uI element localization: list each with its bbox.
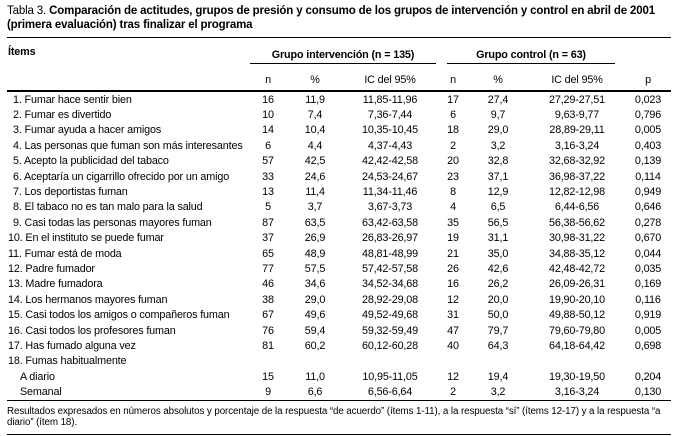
- n-control: 35: [447, 216, 459, 229]
- ic95-control: 19,90-20,10: [549, 293, 605, 306]
- table-row: [7, 246, 671, 261]
- pct-control: 27,4: [487, 93, 509, 106]
- p-value: 0,698: [634, 339, 662, 352]
- table-row: [7, 292, 671, 307]
- table-row: [7, 200, 671, 215]
- pct-control: 6,5: [490, 201, 506, 214]
- table-row: [7, 323, 671, 338]
- ic95-intervencion: 11,85-11,96: [362, 93, 418, 106]
- n-control: 47: [447, 324, 459, 337]
- col-n-intervencion: n: [247, 64, 289, 91]
- ic95-control: 64,18-64,42: [549, 339, 605, 352]
- table-row: [7, 154, 671, 169]
- item-label: 9. Casi todas las personas mayores fuman: [13, 216, 212, 229]
- item-label: 3. Fumar ayuda a hacer amigos: [13, 124, 162, 137]
- n-control: 4: [450, 201, 456, 214]
- table-row: [7, 261, 671, 276]
- pct-intervencion: 24,6: [304, 170, 326, 183]
- item-label: 11. Fumar está de moda: [8, 247, 122, 260]
- ic95-intervencion: [341, 354, 439, 369]
- p-value: 0,005: [634, 124, 662, 137]
- n-control: 17: [447, 93, 459, 106]
- ic95-intervencion: 63,42-63,58: [362, 216, 418, 229]
- ic95-control: 26,09-26,31: [549, 278, 605, 291]
- group-intervencion-header: Grupo intervención (n = 135): [247, 38, 439, 64]
- ic95-intervencion: 24,53-24,67: [362, 170, 418, 183]
- p-value: 0,005: [634, 324, 662, 337]
- ic95-control: 9,63-9,77: [554, 109, 600, 122]
- pct-control: 3,2: [490, 139, 506, 152]
- ic95-control: 19,30-19,50: [549, 370, 605, 383]
- n-intervencion: 33: [262, 170, 274, 183]
- n-intervencion: 9: [247, 384, 289, 400]
- n-intervencion: 15: [262, 370, 274, 383]
- col-n-control: n: [439, 64, 467, 91]
- ic95-intervencion: 59,32-59,49: [362, 324, 418, 337]
- items-column-header: Ítems: [7, 38, 247, 91]
- table-row: [7, 138, 671, 153]
- pct-intervencion: 57,5: [304, 262, 326, 275]
- item-label: 16. Casi todos los profesores fuman: [8, 324, 176, 337]
- ic95-intervencion: 26,83-26,97: [362, 232, 418, 245]
- n-control: 19: [447, 232, 459, 245]
- n-control: 16: [447, 278, 459, 291]
- ic95-intervencion: 48,81-48,99: [362, 247, 418, 260]
- p-value: 0,139: [634, 155, 662, 168]
- ic95-control: 42,48-42,72: [549, 262, 605, 275]
- n-intervencion: 10: [262, 109, 274, 122]
- ic95-control: 3,16-3,24: [554, 139, 600, 152]
- item-label: Semanal: [7, 384, 247, 400]
- p-value: 0,023: [634, 93, 662, 106]
- n-intervencion: 65: [262, 247, 274, 260]
- pct-control: 32,8: [487, 155, 509, 168]
- table-row: [7, 369, 671, 384]
- pct-control: 12,9: [487, 186, 509, 199]
- n-control: 6: [450, 109, 456, 122]
- ic95-control: 30,98-31,22: [549, 232, 605, 245]
- ic95-intervencion: 3,67-3,73: [367, 201, 413, 214]
- n-control: 18: [447, 124, 459, 137]
- item-label: 8. El tabaco no es tan malo para la salud: [13, 201, 203, 214]
- ic95-control: 49,88-50,12: [549, 309, 605, 322]
- ic95-control: 27,29-27,51: [549, 93, 605, 106]
- pct-control: 9,7: [490, 109, 506, 122]
- n-intervencion: 76: [262, 324, 274, 337]
- table-caption: Comparación de actitudes, grupos de presión y consumo de los grupos de intervención y control en abril de 2001 (primera evaluación) tras finalizar el programa: [7, 5, 656, 31]
- n-intervencion: 5: [265, 201, 271, 214]
- pct-intervencion: 4,4: [307, 139, 323, 152]
- pct-intervencion: 60,2: [304, 339, 326, 352]
- ic95-control: 6,44-6,56: [554, 201, 600, 214]
- pct-intervencion: 42,5: [304, 155, 326, 168]
- ic95-intervencion: 34,52-34,68: [362, 278, 418, 291]
- n-intervencion: 14: [262, 124, 274, 137]
- p-value: 0,204: [634, 370, 662, 383]
- n-intervencion: 13: [262, 186, 274, 199]
- item-label: A diario: [20, 370, 55, 383]
- table-row: [7, 338, 671, 353]
- pct-control: 50,0: [487, 309, 509, 322]
- n-control: 31: [447, 309, 459, 322]
- table-row: [7, 91, 671, 107]
- pct-intervencion: 3,7: [307, 201, 323, 214]
- table-row: [7, 107, 671, 122]
- table-row: [7, 184, 671, 199]
- table-body: [7, 91, 671, 400]
- n-intervencion: 6: [265, 139, 271, 152]
- n-intervencion: 77: [262, 262, 274, 275]
- n-control: [439, 354, 467, 369]
- table-header: [7, 38, 671, 91]
- n-intervencion: 81: [262, 339, 274, 352]
- item-label: 17. Has fumado alguna vez: [8, 339, 136, 352]
- col-pct-control: %: [467, 64, 529, 91]
- pct-intervencion: 49,6: [304, 309, 326, 322]
- pct-control: 42,6: [487, 262, 509, 275]
- pct-intervencion: 10,4: [304, 124, 326, 137]
- item-label: 10. En el instituto se puede fumar: [8, 232, 164, 245]
- n-control: 26: [447, 262, 459, 275]
- pct-intervencion: 11,0: [305, 370, 325, 383]
- pct-intervencion: 63,5: [304, 216, 326, 229]
- table-row: [7, 123, 671, 138]
- p-value: 0,670: [634, 232, 662, 245]
- n-control: 23: [447, 170, 459, 183]
- col-ic95-intervencion: IC del 95%: [341, 64, 439, 91]
- n-control: 2: [439, 384, 467, 400]
- pct-intervencion: 6,6: [289, 384, 341, 400]
- ic95-control: 56,38-56,62: [549, 216, 605, 229]
- ic95-control: 12,82-12,98: [549, 186, 605, 199]
- p-value: 0,949: [634, 186, 662, 199]
- p-value: 0,919: [634, 309, 662, 322]
- pct-intervencion: 11,4: [305, 186, 325, 199]
- pct-control: 35,0: [487, 247, 509, 260]
- item-label: 2. Fumar es divertido: [13, 109, 112, 122]
- n-intervencion: 16: [262, 93, 274, 106]
- pct-control: [467, 354, 529, 369]
- item-label: 12. Padre fumador: [8, 262, 95, 275]
- n-control: 2: [450, 139, 456, 152]
- n-intervencion: 87: [262, 216, 274, 229]
- col-pct-intervencion: %: [289, 64, 341, 91]
- table-row: [7, 354, 671, 369]
- pct-control: 79,7: [487, 324, 509, 337]
- item-label: 6. Aceptaría un cigarrillo ofrecido por un amigo: [13, 170, 230, 183]
- item-label: 7. Los deportistas fuman: [13, 186, 128, 199]
- pct-intervencion: 26,9: [304, 232, 326, 245]
- col-p-value: p: [625, 64, 671, 91]
- ic95-intervencion: 28,92-29,08: [362, 293, 418, 306]
- pct-intervencion: [289, 354, 341, 369]
- item-label: 13. Madre fumadora: [8, 278, 103, 291]
- item-label: 18. Fumas habitualmente: [8, 355, 127, 368]
- n-control: 40: [447, 339, 459, 352]
- ic95-intervencion: 7,36-7,44: [367, 109, 413, 122]
- item-label: 1. Fumar hace sentir bien: [13, 93, 132, 106]
- item-label: 15. Casi todos los amigos o compañeros fuman: [8, 309, 230, 322]
- n-intervencion: 57: [262, 155, 274, 168]
- ic95-intervencion: 11,34-11,46: [362, 186, 418, 199]
- ic95-control: 34,88-35,12: [549, 247, 605, 260]
- ic95-intervencion: 6,56-6,64: [341, 384, 439, 400]
- ic95-control: 79,60-79,80: [549, 324, 605, 337]
- ic95-intervencion: 57,42-57,58: [362, 262, 418, 275]
- ic95-intervencion: 10,35-10,45: [362, 124, 418, 137]
- pct-control: 64,3: [487, 339, 509, 352]
- n-control: 20: [447, 155, 459, 168]
- ic95-control: 32,68-32,92: [549, 155, 605, 168]
- ic95-control: [529, 354, 625, 369]
- p-value: 0,796: [634, 109, 662, 122]
- p-value: 0,403: [634, 139, 662, 152]
- n-intervencion: 38: [262, 293, 274, 306]
- ic95-control: 3,16-3,24: [529, 384, 625, 400]
- table-row: [7, 307, 671, 322]
- pct-intervencion: 48,9: [304, 247, 326, 260]
- pct-control: 26,2: [487, 278, 509, 291]
- item-label: 14. Los hermanos mayores fuman: [8, 293, 168, 306]
- pct-control: 31,1: [487, 232, 509, 245]
- n-intervencion: 37: [262, 232, 274, 245]
- table-number: Tabla 3.: [7, 5, 47, 17]
- p-column-spacer: [625, 38, 671, 64]
- pct-intervencion: 11,9: [305, 93, 325, 106]
- p-value: 0,035: [634, 262, 662, 275]
- ic95-intervencion: 49,52-49,68: [362, 309, 418, 322]
- n-control: 12: [447, 370, 459, 383]
- p-value: 0,130: [625, 384, 671, 400]
- ic95-control: 28,89-29,11: [549, 124, 605, 137]
- ic95-control: 36,98-37,22: [549, 170, 605, 183]
- table-row: [7, 231, 671, 246]
- table-row: [7, 384, 671, 400]
- n-intervencion: [247, 354, 289, 369]
- pct-control: 20,0: [487, 293, 509, 306]
- ic95-intervencion: 4,37-4,43: [367, 139, 413, 152]
- ic95-intervencion: 60,12-60,28: [362, 339, 418, 352]
- results-table: [7, 38, 671, 401]
- p-value: 0,114: [635, 170, 661, 183]
- group-header-row: [7, 38, 671, 64]
- p-value: [625, 354, 671, 369]
- pct-intervencion: 29,0: [304, 293, 326, 306]
- p-value: 0,169: [634, 278, 662, 291]
- pct-control: 19,4: [487, 370, 509, 383]
- p-value: 0,278: [634, 216, 662, 229]
- ic95-intervencion: 10,95-11,05: [362, 370, 418, 383]
- n-control: 21: [447, 247, 459, 260]
- ic95-intervencion: 42,42-42,58: [362, 155, 418, 168]
- n-control: 12: [447, 293, 459, 306]
- n-intervencion: 46: [262, 278, 274, 291]
- table-row: [7, 277, 671, 292]
- table-footnote: Resultados expresados en números absolutos y porcentaje de la respuesta “de acuerdo” (ítems 1-11), a la respuesta “sí” (ítems 12-17) y a la respuesta “a diario” (ítem 18).: [7, 402, 671, 435]
- pct-control: 29,0: [487, 124, 509, 137]
- pct-intervencion: 7,4: [307, 109, 323, 122]
- p-value: 0,116: [635, 293, 661, 306]
- table-title: [7, 5, 671, 38]
- table-row: [7, 215, 671, 230]
- pct-intervencion: 59,4: [304, 324, 326, 337]
- n-control: 8: [450, 186, 456, 199]
- pct-control: 56,5: [487, 216, 509, 229]
- n-intervencion: 67: [262, 309, 274, 322]
- table-row: [7, 169, 671, 184]
- item-label: 5. Acepto la publicidad del tabaco: [13, 155, 169, 168]
- pct-control: 3,2: [467, 384, 529, 400]
- col-ic95-control: IC del 95%: [529, 64, 625, 91]
- pct-intervencion: 34,6: [304, 278, 326, 291]
- item-label: 4. Las personas que fuman son más interesantes: [13, 139, 243, 152]
- p-value: 0,044: [634, 247, 662, 260]
- group-control-header: Grupo control (n = 63): [439, 38, 625, 64]
- pct-control: 37,1: [487, 170, 509, 183]
- p-value: 0,646: [634, 201, 662, 214]
